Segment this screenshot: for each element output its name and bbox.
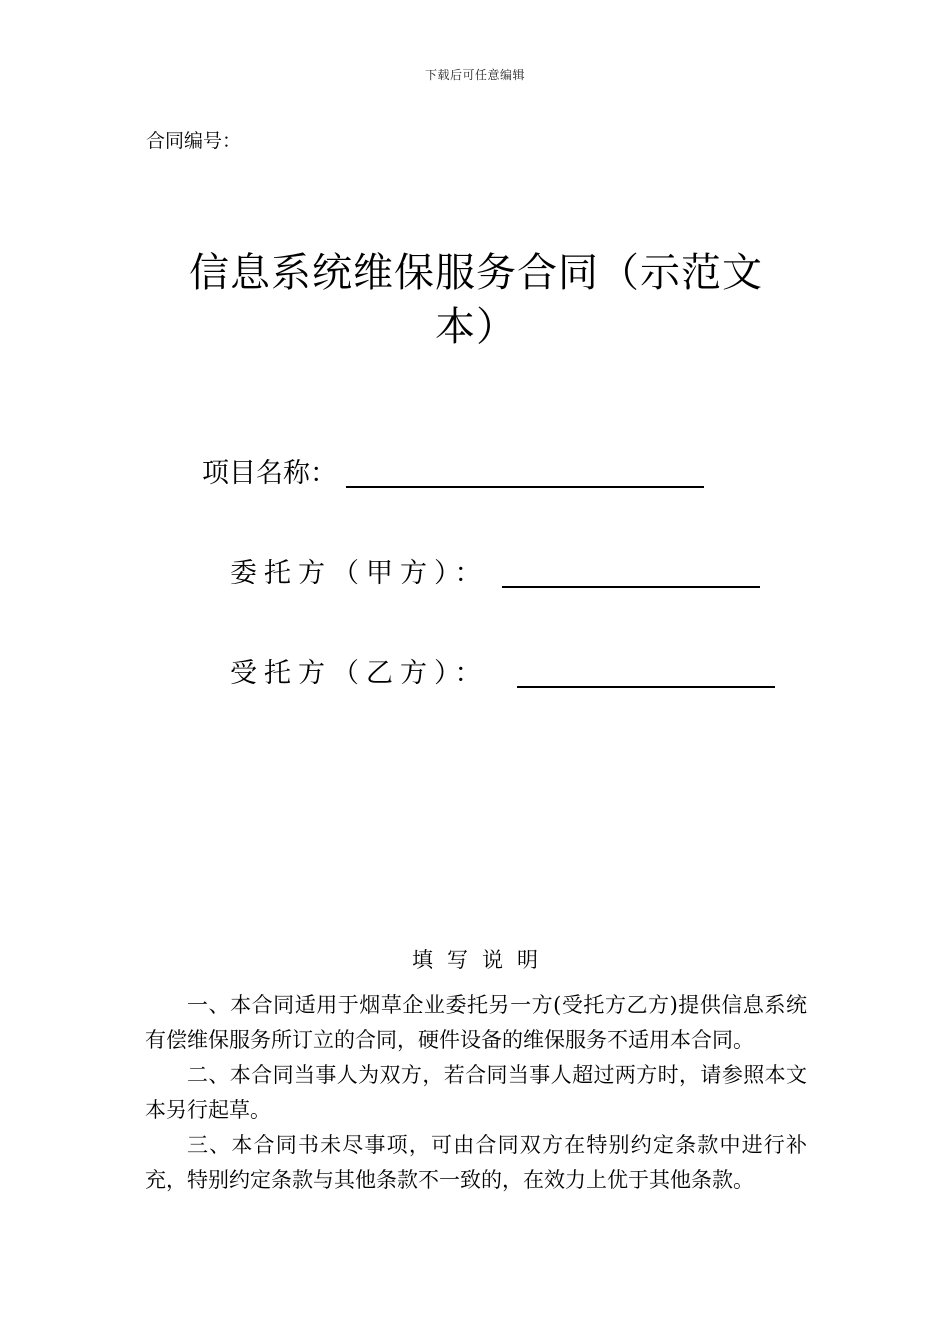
project-name-field xyxy=(202,456,337,492)
instruction-item: 二、本合同当事人为双方，若合同当事人超过两方时，请参照本文本另行起草。 xyxy=(145,1063,807,1122)
project-name-blank-line xyxy=(346,486,704,488)
instructions-body xyxy=(145,988,807,1198)
instruction-item: 三、本合同书未尽事项，可由合同双方在特别约定条款中进行补充，特别约定条款与其他条款不一致的，在效力上优于其他条款。 xyxy=(145,1133,807,1192)
party-b-field xyxy=(230,656,489,692)
project-name-label: 项目名称： xyxy=(202,458,337,489)
party-a-blank-line xyxy=(502,586,760,588)
party-b-blank-line xyxy=(517,686,775,688)
party-b-label: 受托方（乙方）： xyxy=(230,658,489,689)
party-a-field xyxy=(230,556,489,592)
instructions-title: 填写说明 xyxy=(412,948,552,972)
contract-number-label: 合同编号： xyxy=(146,130,242,152)
document-title: 信息系统维保服务合同（示范文本） xyxy=(189,250,763,350)
party-a-label: 委托方（甲方）： xyxy=(230,558,489,589)
instruction-item: 一、本合同适用于烟草企业委托另一方(受托方乙方)提供信息系统有偿维保服务所订立的合同，硬件设备的维保服务不适用本合同。 xyxy=(145,993,807,1052)
header-note: 下载后可任意编辑 xyxy=(424,68,525,82)
